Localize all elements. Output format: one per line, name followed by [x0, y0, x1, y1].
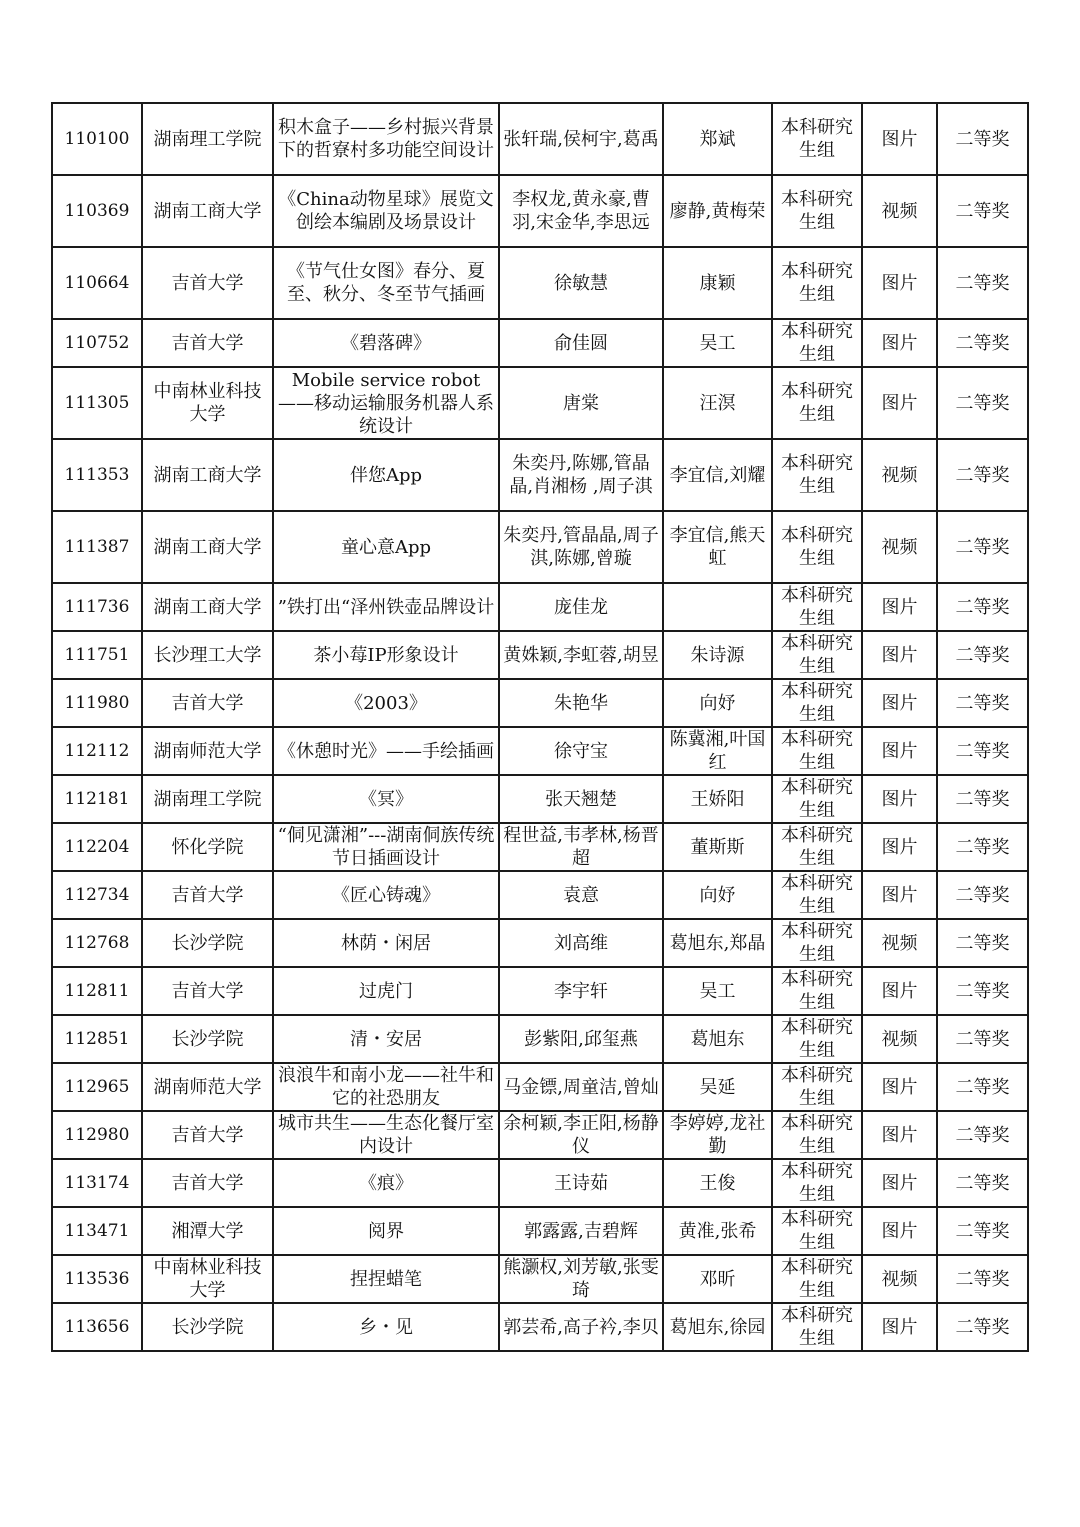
advisor-cell: 吴工 [663, 319, 772, 367]
award-cell: 二等奖 [937, 727, 1028, 775]
advisor-cell: 吴延 [663, 1063, 772, 1111]
entry-id-cell: 112734 [52, 871, 142, 919]
media-type-cell: 图片 [862, 631, 937, 679]
entry-id-cell: 111305 [52, 367, 142, 439]
work-title-cell: “侗见潇湘”---湖南侗族传统节日插画设计 [273, 823, 499, 871]
entry-id-cell: 112980 [52, 1111, 142, 1159]
work-title-cell: 童心意App [273, 511, 499, 583]
table-row [52, 823, 1028, 871]
award-cell: 二等奖 [937, 583, 1028, 631]
table-row [52, 1255, 1028, 1303]
advisor-cell: 康颖 [663, 247, 772, 319]
authors-cell: 张轩瑞,侯柯宇,葛禹 [499, 103, 663, 175]
group-cell: 本科研究生组 [772, 1303, 862, 1351]
authors-cell: 李权龙,黄永豪,曹羽,宋金华,李思远 [499, 175, 663, 247]
award-cell: 二等奖 [937, 823, 1028, 871]
entry-id-cell: 111353 [52, 439, 142, 511]
award-cell: 二等奖 [937, 367, 1028, 439]
group-cell: 本科研究生组 [772, 823, 862, 871]
media-type-cell: 图片 [862, 1111, 937, 1159]
group-cell: 本科研究生组 [772, 583, 862, 631]
media-type-cell: 图片 [862, 1207, 937, 1255]
group-cell: 本科研究生组 [772, 1111, 862, 1159]
authors-cell: 彭紫阳,邱玺燕 [499, 1015, 663, 1063]
school-cell: 吉首大学 [142, 1111, 273, 1159]
advisor-cell: 葛旭东,郑晶 [663, 919, 772, 967]
work-title-cell: 城市共生——生态化餐厅室内设计 [273, 1111, 499, 1159]
entry-id-cell: 112851 [52, 1015, 142, 1063]
table-row [52, 1207, 1028, 1255]
school-cell: 吉首大学 [142, 967, 273, 1015]
work-title-cell: 阅界 [273, 1207, 499, 1255]
advisor-cell [663, 583, 772, 631]
media-type-cell: 图片 [862, 103, 937, 175]
award-table [51, 102, 1029, 1352]
group-cell: 本科研究生组 [772, 103, 862, 175]
award-cell: 二等奖 [937, 919, 1028, 967]
media-type-cell: 视频 [862, 1015, 937, 1063]
media-type-cell: 图片 [862, 679, 937, 727]
entry-id-cell: 110100 [52, 103, 142, 175]
school-cell: 湖南理工学院 [142, 775, 273, 823]
group-cell: 本科研究生组 [772, 1255, 862, 1303]
entry-id-cell: 111736 [52, 583, 142, 631]
school-cell: 吉首大学 [142, 871, 273, 919]
award-table-body [52, 103, 1028, 1351]
work-title-cell: ”铁打出“泽州铁壶品牌设计 [273, 583, 499, 631]
authors-cell: 黄姝颖,李虹蓉,胡昱 [499, 631, 663, 679]
advisor-cell: 李宜信,熊天虹 [663, 511, 772, 583]
authors-cell: 徐敏慧 [499, 247, 663, 319]
authors-cell: 朱奕丹,管晶晶,周子淇,陈娜,曾璇 [499, 511, 663, 583]
entry-id-cell: 112112 [52, 727, 142, 775]
school-cell: 吉首大学 [142, 1159, 273, 1207]
group-cell: 本科研究生组 [772, 511, 862, 583]
entry-id-cell: 111387 [52, 511, 142, 583]
media-type-cell: 图片 [862, 967, 937, 1015]
table-row [52, 871, 1028, 919]
work-title-cell: 《痕》 [273, 1159, 499, 1207]
award-cell: 二等奖 [937, 511, 1028, 583]
media-type-cell: 图片 [862, 1303, 937, 1351]
media-type-cell: 视频 [862, 1255, 937, 1303]
school-cell: 中南林业科技大学 [142, 1255, 273, 1303]
advisor-cell: 向妤 [663, 679, 772, 727]
entry-id-cell: 112204 [52, 823, 142, 871]
entry-id-cell: 111980 [52, 679, 142, 727]
advisor-cell: 李婷婷,龙社勤 [663, 1111, 772, 1159]
award-cell: 二等奖 [937, 1207, 1028, 1255]
work-title-cell: 积木盒子——乡村振兴背景下的哲寮村多功能空间设计 [273, 103, 499, 175]
award-cell: 二等奖 [937, 319, 1028, 367]
media-type-cell: 视频 [862, 439, 937, 511]
authors-cell: 刘高维 [499, 919, 663, 967]
award-cell: 二等奖 [937, 631, 1028, 679]
authors-cell: 李宇轩 [499, 967, 663, 1015]
school-cell: 长沙学院 [142, 919, 273, 967]
award-cell: 二等奖 [937, 775, 1028, 823]
authors-cell: 马金镖,周童洁,曾灿 [499, 1063, 663, 1111]
entry-id-cell: 112811 [52, 967, 142, 1015]
group-cell: 本科研究生组 [772, 1207, 862, 1255]
school-cell: 中南林业科技大学 [142, 367, 273, 439]
authors-cell: 熊灏权,刘芳敏,张雯琦 [499, 1255, 663, 1303]
award-cell: 二等奖 [937, 871, 1028, 919]
school-cell: 吉首大学 [142, 247, 273, 319]
advisor-cell: 李宜信,刘耀 [663, 439, 772, 511]
work-title-cell: 《节气仕女图》春分、夏至、秋分、冬至节气插画 [273, 247, 499, 319]
authors-cell: 郭芸希,高子衿,李贝 [499, 1303, 663, 1351]
table-row [52, 1063, 1028, 1111]
authors-cell: 庞佳龙 [499, 583, 663, 631]
group-cell: 本科研究生组 [772, 919, 862, 967]
work-title-cell: 过虎门 [273, 967, 499, 1015]
group-cell: 本科研究生组 [772, 775, 862, 823]
award-cell: 二等奖 [937, 1255, 1028, 1303]
entry-id-cell: 113656 [52, 1303, 142, 1351]
school-cell: 湖南理工学院 [142, 103, 273, 175]
media-type-cell: 图片 [862, 583, 937, 631]
advisor-cell: 廖静,黄梅荣 [663, 175, 772, 247]
school-cell: 长沙学院 [142, 1015, 273, 1063]
authors-cell: 郭露露,吉碧辉 [499, 1207, 663, 1255]
group-cell: 本科研究生组 [772, 1063, 862, 1111]
table-row [52, 511, 1028, 583]
entry-id-cell: 112181 [52, 775, 142, 823]
advisor-cell: 王娇阳 [663, 775, 772, 823]
media-type-cell: 图片 [862, 367, 937, 439]
school-cell: 湖南工商大学 [142, 439, 273, 511]
group-cell: 本科研究生组 [772, 247, 862, 319]
entry-id-cell: 113471 [52, 1207, 142, 1255]
work-title-cell: 《休憩时光》——手绘插画 [273, 727, 499, 775]
advisor-cell: 邓昕 [663, 1255, 772, 1303]
media-type-cell: 视频 [862, 919, 937, 967]
table-row [52, 727, 1028, 775]
media-type-cell: 图片 [862, 1159, 937, 1207]
work-title-cell: 浪浪牛和南小龙——社牛和它的社恐朋友 [273, 1063, 499, 1111]
media-type-cell: 图片 [862, 1063, 937, 1111]
table-row [52, 679, 1028, 727]
table-row [52, 583, 1028, 631]
group-cell: 本科研究生组 [772, 1159, 862, 1207]
school-cell: 湖南工商大学 [142, 583, 273, 631]
authors-cell: 袁意 [499, 871, 663, 919]
group-cell: 本科研究生组 [772, 727, 862, 775]
authors-cell: 王诗茹 [499, 1159, 663, 1207]
media-type-cell: 图片 [862, 247, 937, 319]
award-cell: 二等奖 [937, 1303, 1028, 1351]
entry-id-cell: 111751 [52, 631, 142, 679]
media-type-cell: 图片 [862, 823, 937, 871]
school-cell: 湖南师范大学 [142, 727, 273, 775]
entry-id-cell: 110664 [52, 247, 142, 319]
entry-id-cell: 113174 [52, 1159, 142, 1207]
advisor-cell: 郑斌 [663, 103, 772, 175]
entry-id-cell: 112768 [52, 919, 142, 967]
award-cell: 二等奖 [937, 967, 1028, 1015]
award-cell: 二等奖 [937, 1063, 1028, 1111]
advisor-cell: 葛旭东,徐园 [663, 1303, 772, 1351]
table-row [52, 1159, 1028, 1207]
group-cell: 本科研究生组 [772, 439, 862, 511]
table-row [52, 319, 1028, 367]
advisor-cell: 王俊 [663, 1159, 772, 1207]
entry-id-cell: 113536 [52, 1255, 142, 1303]
work-title-cell: 《碧落碑》 [273, 319, 499, 367]
authors-cell: 徐守宝 [499, 727, 663, 775]
award-cell: 二等奖 [937, 103, 1028, 175]
authors-cell: 唐棠 [499, 367, 663, 439]
group-cell: 本科研究生组 [772, 175, 862, 247]
work-title-cell: 《匠心铸魂》 [273, 871, 499, 919]
authors-cell: 朱奕丹,陈娜,管晶晶,肖湘杨 ,周子淇 [499, 439, 663, 511]
award-list-sheet [51, 102, 1027, 1352]
award-cell: 二等奖 [937, 1015, 1028, 1063]
school-cell: 怀化学院 [142, 823, 273, 871]
table-row [52, 775, 1028, 823]
media-type-cell: 图片 [862, 871, 937, 919]
media-type-cell: 图片 [862, 775, 937, 823]
media-type-cell: 图片 [862, 727, 937, 775]
advisor-cell: 朱诗源 [663, 631, 772, 679]
authors-cell: 俞佳圆 [499, 319, 663, 367]
work-title-cell: 伴您App [273, 439, 499, 511]
award-cell: 二等奖 [937, 1159, 1028, 1207]
authors-cell: 朱艳华 [499, 679, 663, 727]
table-row [52, 367, 1028, 439]
school-cell: 湖南师范大学 [142, 1063, 273, 1111]
school-cell: 吉首大学 [142, 319, 273, 367]
table-row [52, 175, 1028, 247]
award-cell: 二等奖 [937, 175, 1028, 247]
table-row [52, 103, 1028, 175]
group-cell: 本科研究生组 [772, 1015, 862, 1063]
table-row [52, 439, 1028, 511]
award-cell: 二等奖 [937, 679, 1028, 727]
authors-cell: 程世益,韦孝林,杨晋超 [499, 823, 663, 871]
advisor-cell: 吴工 [663, 967, 772, 1015]
work-title-cell: 捏捏蜡笔 [273, 1255, 499, 1303]
table-row [52, 631, 1028, 679]
advisor-cell: 向妤 [663, 871, 772, 919]
work-title-cell: Mobile service robot——移动运输服务机器人系统设计 [273, 367, 499, 439]
authors-cell: 张天翘楚 [499, 775, 663, 823]
media-type-cell: 视频 [862, 511, 937, 583]
school-cell: 湖南工商大学 [142, 175, 273, 247]
entry-id-cell: 112965 [52, 1063, 142, 1111]
group-cell: 本科研究生组 [772, 871, 862, 919]
authors-cell: 余柯颖,李正阳,杨静仪 [499, 1111, 663, 1159]
school-cell: 长沙学院 [142, 1303, 273, 1351]
advisor-cell: 葛旭东 [663, 1015, 772, 1063]
group-cell: 本科研究生组 [772, 679, 862, 727]
group-cell: 本科研究生组 [772, 967, 862, 1015]
advisor-cell: 陈冀湘,叶国红 [663, 727, 772, 775]
work-title-cell: 乡・见 [273, 1303, 499, 1351]
work-title-cell: 《冥》 [273, 775, 499, 823]
work-title-cell: 清・安居 [273, 1015, 499, 1063]
table-row [52, 1111, 1028, 1159]
award-cell: 二等奖 [937, 247, 1028, 319]
advisor-cell: 董斯斯 [663, 823, 772, 871]
work-title-cell: 《China动物星球》展览文创绘本编剧及场景设计 [273, 175, 499, 247]
group-cell: 本科研究生组 [772, 367, 862, 439]
advisor-cell: 汪溟 [663, 367, 772, 439]
table-row [52, 967, 1028, 1015]
table-row [52, 919, 1028, 967]
award-cell: 二等奖 [937, 1111, 1028, 1159]
group-cell: 本科研究生组 [772, 319, 862, 367]
entry-id-cell: 110752 [52, 319, 142, 367]
table-row [52, 247, 1028, 319]
table-row [52, 1015, 1028, 1063]
school-cell: 吉首大学 [142, 679, 273, 727]
entry-id-cell: 110369 [52, 175, 142, 247]
advisor-cell: 黄准,张希 [663, 1207, 772, 1255]
table-row [52, 1303, 1028, 1351]
media-type-cell: 视频 [862, 175, 937, 247]
school-cell: 湘潭大学 [142, 1207, 273, 1255]
award-cell: 二等奖 [937, 439, 1028, 511]
media-type-cell: 图片 [862, 319, 937, 367]
school-cell: 湖南工商大学 [142, 511, 273, 583]
work-title-cell: 茶小莓IP形象设计 [273, 631, 499, 679]
work-title-cell: 《2003》 [273, 679, 499, 727]
school-cell: 长沙理工大学 [142, 631, 273, 679]
group-cell: 本科研究生组 [772, 631, 862, 679]
work-title-cell: 林荫・闲居 [273, 919, 499, 967]
